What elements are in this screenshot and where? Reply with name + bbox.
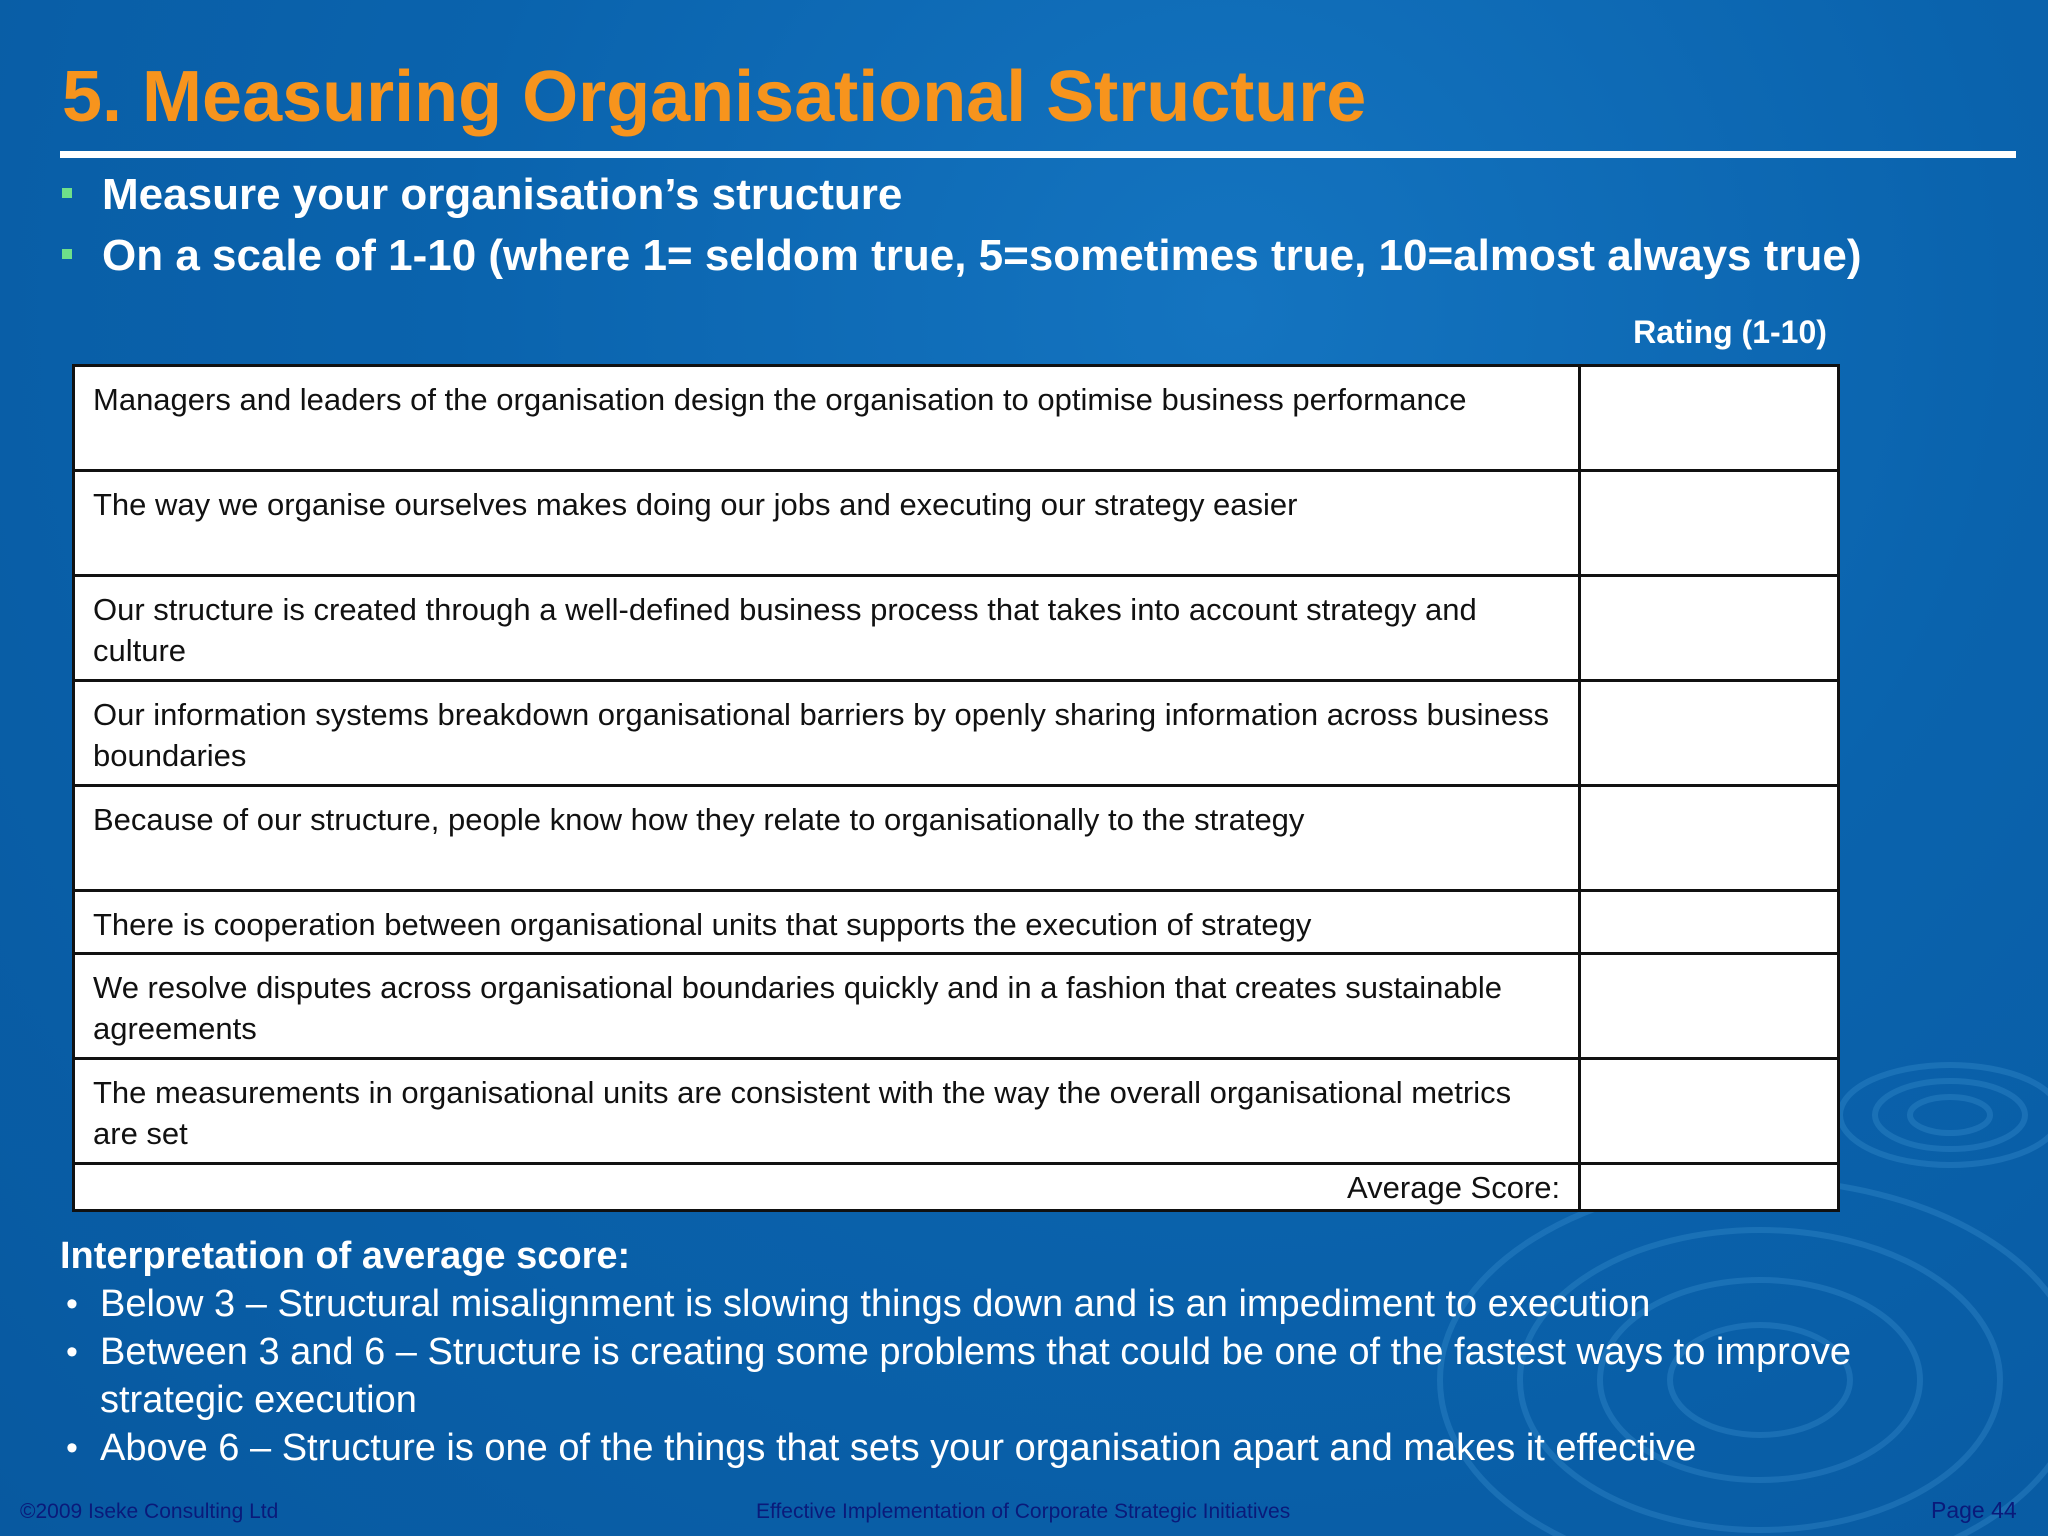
rating-cell[interactable] <box>1580 954 1839 1059</box>
square-bullet-icon <box>62 249 72 259</box>
rating-cell[interactable] <box>1580 1059 1839 1164</box>
rating-cell[interactable] <box>1580 681 1839 786</box>
rating-cell[interactable] <box>1580 786 1839 891</box>
statement-cell: Our information systems breakdown organisational barriers by openly sharing information across business boundaries <box>74 681 1580 786</box>
interpretation-text: Above 6 – Structure is one of the things that sets your organisation apart and makes it effective <box>100 1427 1697 1469</box>
list-item <box>60 1424 1960 1472</box>
table-row <box>74 954 1839 1059</box>
average-row <box>74 1164 1839 1211</box>
interpretation-text: Between 3 and 6 – Structure is creating some problems that could be one of the fastest ways to improve strategic execution <box>100 1331 1852 1421</box>
footer-page-number: Page 44 <box>1931 1497 2017 1523</box>
intro-bullet-text: Measure your organisation’s structure <box>102 170 903 219</box>
survey-table <box>72 364 1840 1212</box>
table-row <box>74 576 1839 681</box>
bullet-dot-icon: • <box>66 1333 78 1371</box>
title-divider <box>60 151 2016 158</box>
statement-cell: Managers and leaders of the organisation design the organisation to optimise business performance <box>74 366 1580 471</box>
statement-cell: There is cooperation between organisational units that supports the execution of strategy <box>74 891 1580 954</box>
bullet-dot-icon: • <box>66 1429 78 1467</box>
intro-bullet <box>60 164 1862 225</box>
list-item <box>60 1280 1960 1328</box>
statement-cell: The way we organise ourselves makes doing our jobs and executing our strategy easier <box>74 471 1580 576</box>
footer-copyright: ©2009 Iseke Consulting Ltd <box>20 1500 279 1523</box>
table-row <box>74 471 1839 576</box>
rating-cell[interactable] <box>1580 366 1839 471</box>
page-title: 5. Measuring Organisational Structure <box>62 57 1367 137</box>
statement-cell: Our structure is created through a well-defined business process that takes into account strategy and culture <box>74 576 1580 681</box>
rating-cell[interactable] <box>1580 576 1839 681</box>
square-bullet-icon <box>62 188 72 198</box>
table-row <box>74 366 1839 471</box>
table-row <box>74 786 1839 891</box>
average-score-label: Average Score: <box>74 1164 1580 1211</box>
statement-cell: The measurements in organisational units are consistent with the way the overall organisational metrics are set <box>74 1059 1580 1164</box>
intro-bullet-text: On a scale of 1-10 (where 1= seldom true, 5=sometimes true, 10=almost always true) <box>102 231 1862 280</box>
interpretation-heading: Interpretation of average score: <box>60 1235 631 1277</box>
intro-bullets <box>60 164 1862 286</box>
interpretation-list <box>60 1280 1960 1472</box>
list-item <box>60 1328 1960 1424</box>
footer-course-title: Effective Implementation of Corporate Strategic Initiatives <box>756 1500 1291 1523</box>
rating-cell[interactable] <box>1580 471 1839 576</box>
rating-column-header: Rating (1-10) <box>1633 314 1827 350</box>
bullet-dot-icon: • <box>66 1285 78 1323</box>
intro-bullet <box>60 225 1862 286</box>
table-row <box>74 681 1839 786</box>
interpretation-section <box>60 1232 1960 1472</box>
average-score-cell[interactable] <box>1580 1164 1839 1211</box>
rating-cell[interactable] <box>1580 891 1839 954</box>
interpretation-text: Below 3 – Structural misalignment is slowing things down and is an impediment to execution <box>100 1283 1651 1325</box>
table-row <box>74 891 1839 954</box>
table-row <box>74 1059 1839 1164</box>
statement-cell: We resolve disputes across organisational boundaries quickly and in a fashion that creates sustainable agreements <box>74 954 1580 1059</box>
statement-cell: Because of our structure, people know how they relate to organisationally to the strategy <box>74 786 1580 891</box>
